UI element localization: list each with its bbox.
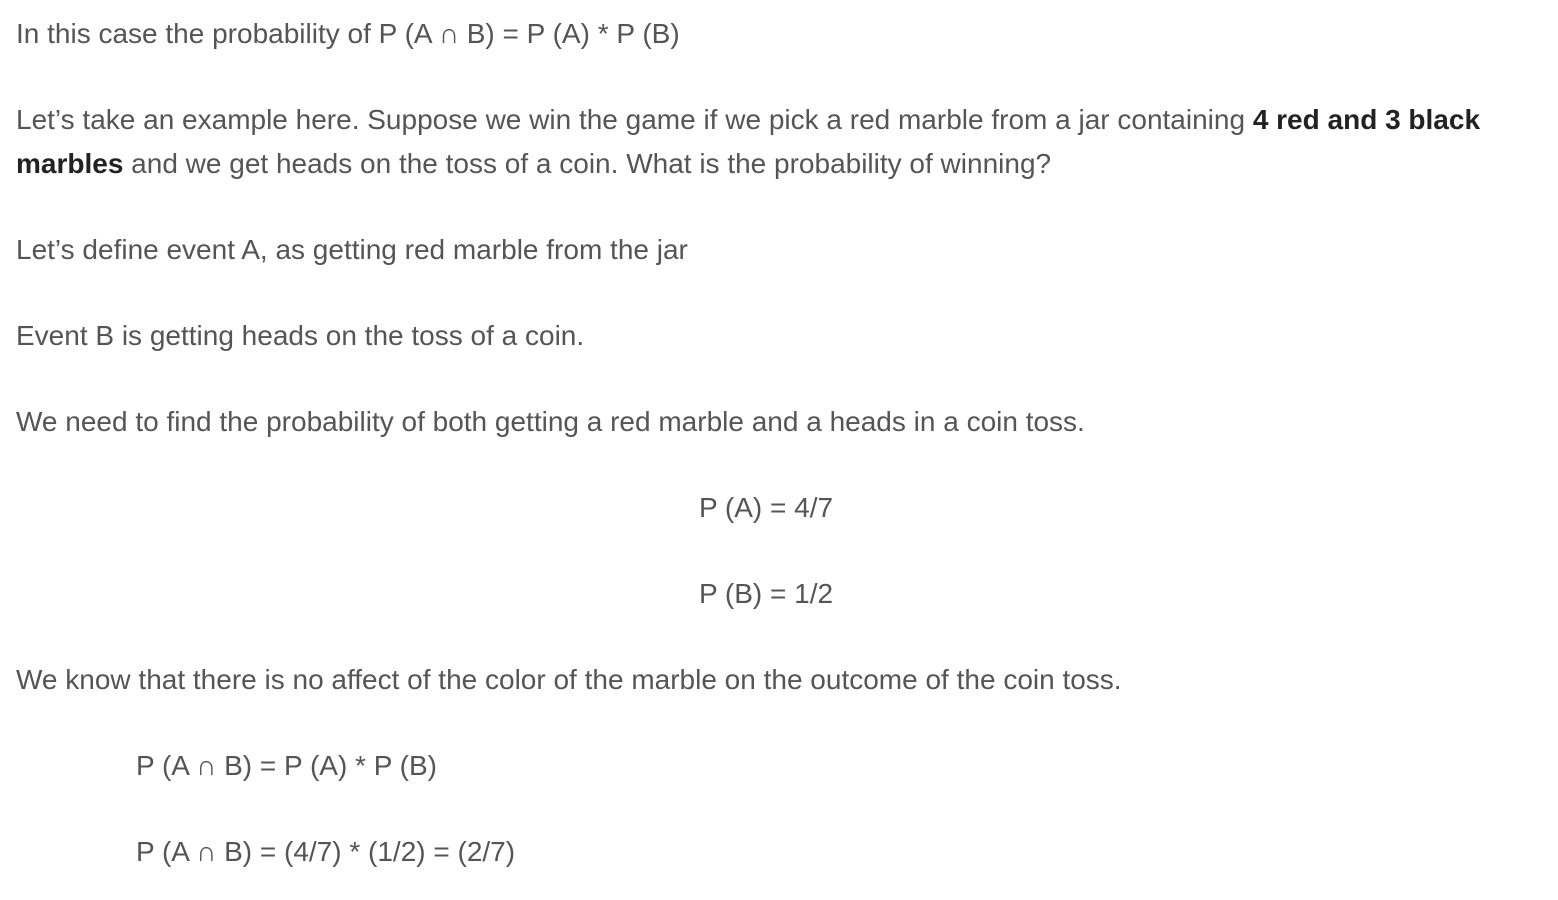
- example-bold-marbles: 4 red and 3 black marbles: [16, 104, 1481, 179]
- probability-b: P (B) = 1/2: [698, 578, 834, 609]
- need-statement: We need to find the probability of both getting a red marble and a heads in a coin toss.: [16, 406, 1085, 437]
- independence-rule-text: In this case the probability of P (A ∩ B) = P (A) * P (B): [16, 18, 680, 49]
- define-event-b: Event B is getting heads on the toss of a coin.: [16, 320, 585, 351]
- probability-a: P (A) = 4/7: [698, 492, 834, 523]
- formula-line: P (A ∩ B) = P (A) * P (B): [136, 750, 437, 781]
- define-event-a: Let’s define event A, as getting red marble from the jar: [16, 234, 688, 265]
- example-text-after: and we get heads on the toss of a coin. What is the probability of winning?: [123, 148, 1052, 179]
- example-paragraph: [16, 98, 1542, 186]
- example-text-before: Let’s take an example here. Suppose we win the game if we pick a red marble from a jar containing: [16, 104, 1253, 135]
- independence-statement: We know that there is no affect of the color of the marble on the outcome of the coin toss.: [16, 664, 1122, 695]
- result-line: P (A ∩ B) = (4/7) * (1/2) = (2/7): [136, 836, 516, 867]
